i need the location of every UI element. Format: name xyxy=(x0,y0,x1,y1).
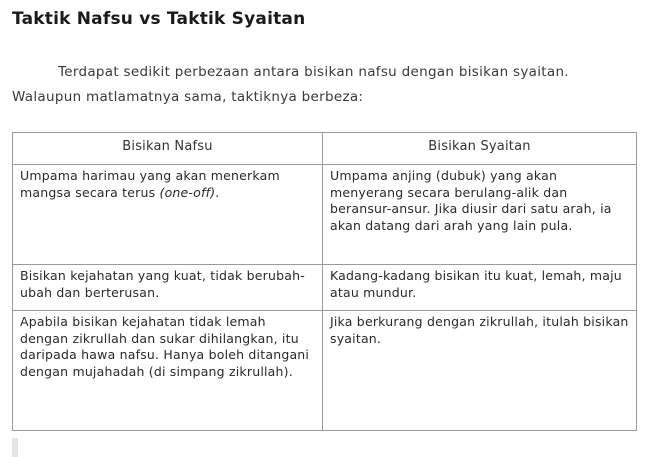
table-row xyxy=(13,165,637,265)
nafsu-text: Umpama harimau yang akan menerkam mangsa secara terus xyxy=(20,168,280,200)
syaitan-cell: Jika berkurang dengan zikrullah, itulah bisikan syaitan. xyxy=(323,311,637,431)
table-row xyxy=(13,311,637,431)
table-header-row xyxy=(13,133,637,165)
syaitan-cell: Umpama anjing (dubuk) yang akan menyerang secara berulang-alik dan beransur-ansur. Jika diusir dari satu arah, ia akan datang dari arah yang lain pula. xyxy=(323,165,637,265)
syaitan-cell: Kadang-kadang bisikan itu kuat, lemah, maju atau mundur. xyxy=(323,265,637,311)
intro-paragraph xyxy=(12,60,632,110)
article-heading: Taktik Nafsu vs Taktik Syaitan xyxy=(12,9,306,29)
nafsu-cell: Bisikan kejahatan yang kuat, tidak berubah-ubah dan berterusan. xyxy=(13,265,323,311)
table-row xyxy=(13,265,637,311)
nafsu-end: . xyxy=(215,184,220,200)
intro-text: Terdapat sedikit perbezaan antara bisikan nafsu dengan bisikan syaitan. Walaupun matlamatnya sama, taktiknya berbeza: xyxy=(12,64,569,105)
nafsu-cell: Apabila bisikan kejahatan tidak lemah dengan zikrullah dan sukar dihilangkan, itu daripada hawa nafsu. Hanya boleh ditangani dengan mujahadah (di simpang zikrullah). xyxy=(13,311,323,431)
comparison-table xyxy=(12,132,637,431)
header-bisikan-syaitan: Bisikan Syaitan xyxy=(323,133,637,165)
nafsu-cell xyxy=(13,165,323,265)
left-margin-strip xyxy=(12,438,18,457)
nafsu-emphasis: (one-off) xyxy=(159,184,216,200)
header-bisikan-nafsu: Bisikan Nafsu xyxy=(13,133,323,165)
